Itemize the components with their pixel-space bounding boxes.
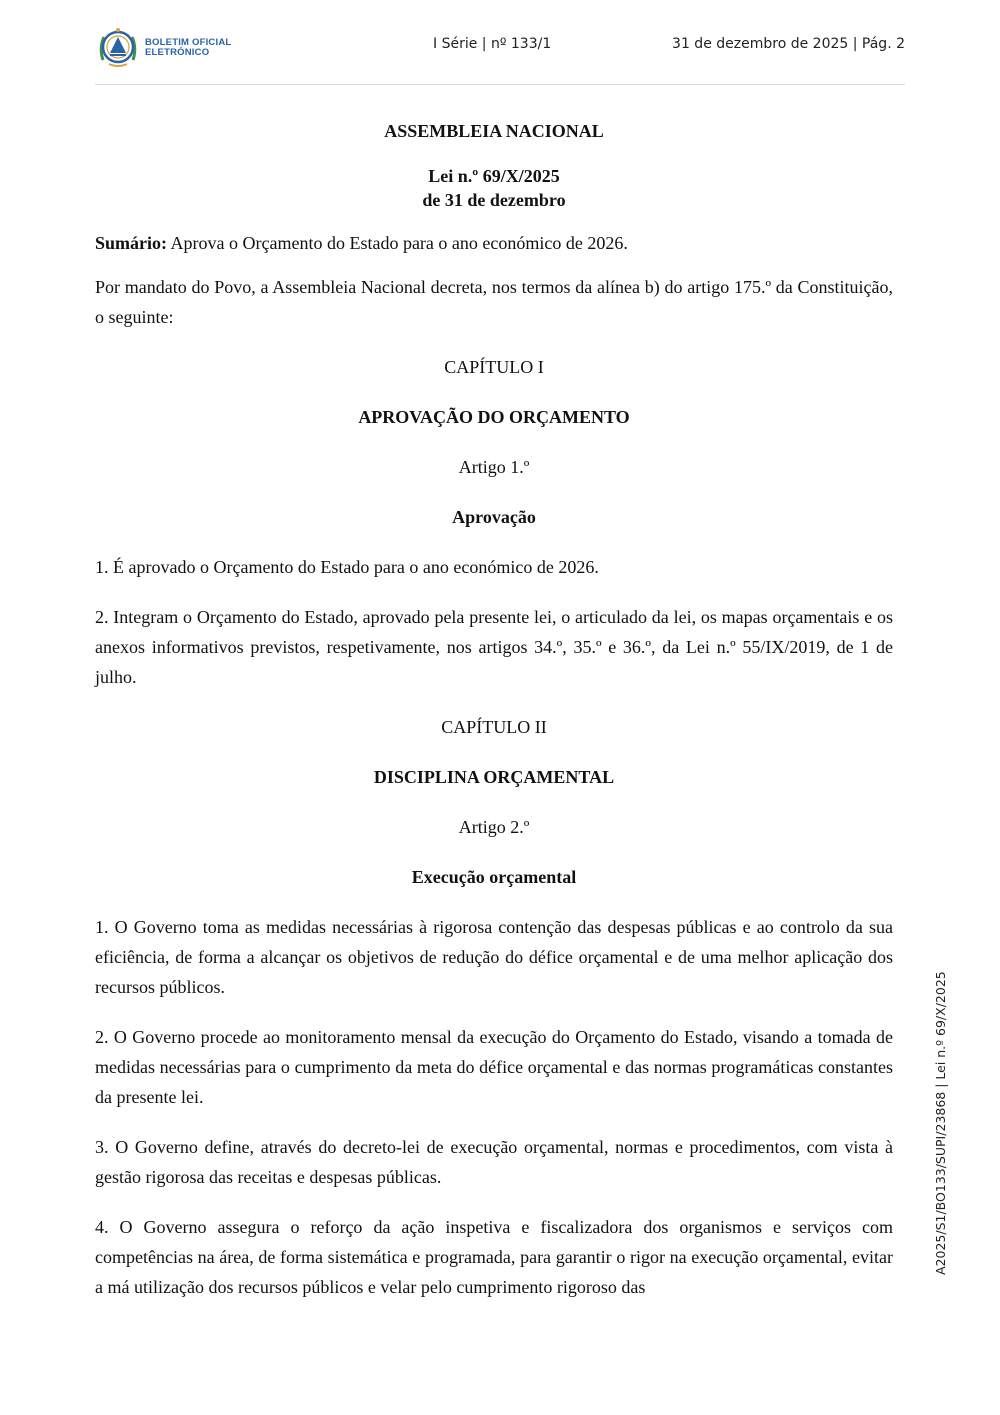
summary-text: Aprova o Orçamento do Estado para o ano económico de 2026. [167, 233, 628, 253]
assembly-heading: ASSEMBLEIA NACIONAL [384, 121, 604, 141]
chapter-title: APROVAÇÃO DO ORÇAMENTO [358, 407, 630, 427]
summary-label: Sumário: [95, 233, 167, 253]
paragraph: 1. É aprovado o Orçamento do Estado para o ano económico de 2026. [95, 557, 599, 577]
law-date: de 31 de dezembro [422, 190, 566, 210]
boletim-logo [95, 24, 235, 70]
logo-line-1: BOLETIM OFICIAL [145, 37, 232, 48]
law-number: Lei n.º 69/X/2025 [428, 166, 560, 186]
paragraph: 2. O Governo procede ao monitoramento mensal da execução do Orçamento do Estado, visando a tomada de medidas necessárias para o cumprimento da meta do défice orçamental e das normas programáticas constantes da presente lei. [95, 1027, 893, 1107]
chapter-number: CAPÍTULO II [441, 717, 547, 737]
article-title: Aprovação [452, 507, 536, 527]
logo-line-2: ELETRÓNICO [145, 47, 210, 58]
paragraph: 1. O Governo toma as medidas necessárias à rigorosa contenção das despesas públicas e ao controlo da sua eficiência, de forma a alcançar os objetivos de redução do défice orçamental e de uma melhor aplicação dos recursos públicos. [95, 917, 893, 997]
preamble: Por mandato do Povo, a Assembleia Nacional decreta, nos termos da alínea b) do artigo 175.º da Constituição, o seguinte: [95, 277, 893, 327]
summary [95, 228, 893, 258]
article-title: Execução orçamental [411, 867, 577, 887]
date-page: 31 de dezembro de 2025 | Pág. 2 [672, 36, 905, 52]
page-header [95, 20, 905, 80]
article-number: Artigo 2.º [458, 817, 530, 837]
paragraph: 4. O Governo assegura o reforço da ação inspetiva e fiscalizadora dos organismos e serviços com competências na área, de forma sistemática e programada, para garantir o rigor na execução orçamental, evitar a má utilização dos recursos públicos e velar pelo cumprimento rigoroso das [95, 1217, 893, 1297]
coat-of-arms-icon [95, 24, 141, 70]
chapter-title: DISCIPLINA ORÇAMENTAL [373, 767, 615, 787]
chapter-number: CAPÍTULO I [444, 357, 544, 377]
article-number: Artigo 1.º [458, 457, 530, 477]
header-divider [95, 84, 905, 85]
document-body [95, 116, 893, 1302]
paragraph: 3. O Governo define, através do decreto-lei de execução orçamental, normas e procedimentos, com vista à gestão rigorosa das receitas e despesas públicas. [95, 1137, 893, 1187]
paragraph: 2. Integram o Orçamento do Estado, aprovado pela presente lei, o articulado da lei, os mapas orçamentais e os anexos informativos previstos, respetivamente, nos artigos 34.º, 35.º e 36.º, da Lei n.º 55/IX/2019, de 1 de julho. [95, 607, 893, 687]
series-number: I Série | nº 133/1 [433, 36, 552, 52]
side-reference: A2025/S1/BO133/SUPI/23868 | Lei n.º 69/X/2025 [933, 971, 948, 1275]
